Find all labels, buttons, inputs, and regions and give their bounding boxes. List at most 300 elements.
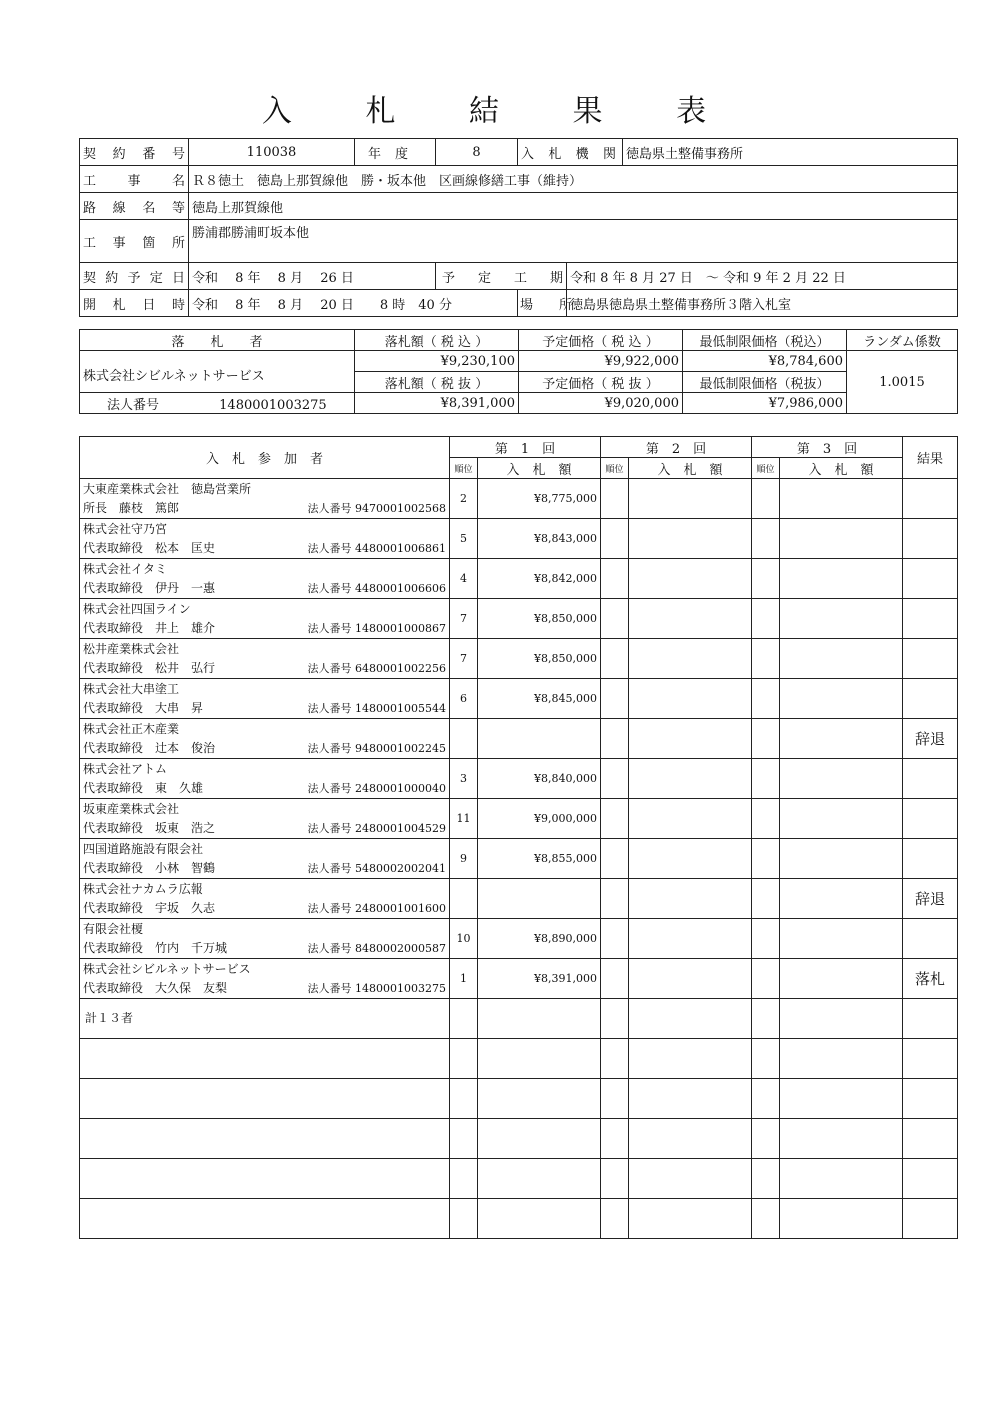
representative: 代表取締役 小林 智鶴	[83, 860, 216, 875]
empty-cell	[629, 1039, 752, 1079]
empty-cell	[601, 639, 629, 679]
corp-value: 5480002002041	[355, 861, 446, 875]
empty-cell	[450, 999, 478, 1039]
empty-cell	[752, 759, 780, 799]
corp-label: 法人番号	[107, 397, 160, 413]
empty-cell	[601, 479, 629, 519]
blank-row	[80, 1119, 958, 1159]
amount-cell: ¥8,855,000	[478, 839, 601, 879]
corp-value: 4480001006861	[355, 541, 446, 555]
participant-cell	[80, 839, 450, 879]
contract-date-label: 契約予定日	[80, 263, 189, 290]
empty-cell	[629, 879, 752, 919]
empty-cell	[752, 1159, 780, 1199]
rank-cell: 9	[450, 839, 478, 879]
fiscal-year-label: 年度	[355, 139, 436, 166]
rank-cell: 1	[450, 959, 478, 999]
table-row	[80, 599, 958, 639]
empty-cell	[780, 959, 903, 999]
participant-cell	[80, 799, 450, 839]
empty-cell	[601, 559, 629, 599]
result-cell: 辞退	[903, 879, 958, 919]
empty-cell	[752, 639, 780, 679]
table-row	[80, 559, 958, 599]
contract-no: 110038	[189, 139, 355, 166]
price-ex: ¥8,391,000	[355, 393, 519, 414]
corp-prefix: 法人番号	[307, 581, 352, 595]
result-label: 結果	[903, 437, 958, 479]
round2-label: 第 2 回	[601, 437, 752, 458]
corp-prefix: 法人番号	[307, 821, 352, 835]
empty-cell	[903, 1079, 958, 1119]
empty-cell	[752, 1039, 780, 1079]
empty-cell	[752, 679, 780, 719]
empty-cell	[752, 719, 780, 759]
amount-cell: ¥8,391,000	[478, 959, 601, 999]
representative: 代表取締役 宇坂 久志	[83, 900, 216, 915]
empty-cell	[478, 1079, 601, 1119]
place: 徳島県徳島県土整備事務所３階入札室	[567, 290, 958, 317]
empty-cell	[780, 559, 903, 599]
min-in-label: 最低制限価格（税込）	[683, 330, 847, 351]
empty-cell	[450, 1039, 478, 1079]
empty-cell	[752, 799, 780, 839]
rank-label: 順位	[450, 458, 478, 479]
result-cell	[903, 559, 958, 599]
work-name-label: 工事名	[80, 166, 189, 193]
table-row	[80, 959, 958, 999]
est-ex-label: 予定価格（ 税 抜 ）	[519, 372, 683, 393]
min-ex: ¥7,986,000	[683, 393, 847, 414]
corp-number	[308, 979, 446, 998]
result-cell	[903, 839, 958, 879]
empty-cell	[629, 599, 752, 639]
empty-cell	[601, 919, 629, 959]
empty-cell	[780, 799, 903, 839]
corp-prefix: 法人番号	[307, 941, 352, 955]
representative: 代表取締役 竹内 千万城	[83, 940, 228, 955]
amount-cell	[478, 719, 601, 759]
corp-number	[308, 619, 446, 638]
rep-line	[83, 979, 446, 998]
blank-row	[80, 1199, 958, 1239]
empty-cell	[780, 479, 903, 519]
corp-prefix: 法人番号	[307, 621, 352, 635]
empty-cell	[601, 599, 629, 639]
corp-number	[308, 699, 446, 718]
amount-cell: ¥8,850,000	[478, 639, 601, 679]
company-name: 四国道路施設有限会社	[83, 841, 204, 856]
price-ex-label: 落札額（ 税 抜 ）	[355, 372, 519, 393]
empty-cell	[903, 999, 958, 1039]
period-label: 予定工期	[436, 263, 567, 290]
corp-value: 4480001006606	[355, 581, 446, 595]
empty-cell	[903, 1119, 958, 1159]
empty-cell	[780, 719, 903, 759]
rep-line	[83, 539, 446, 558]
empty-cell	[478, 999, 601, 1039]
company-name: 株式会社ナカムラ広報	[83, 881, 203, 896]
agency: 徳島県土整備事務所	[623, 139, 958, 166]
corp-value: 9470001002568	[355, 501, 446, 515]
empty-cell	[629, 479, 752, 519]
empty-cell	[601, 799, 629, 839]
company-name: 株式会社正木産業	[83, 721, 180, 736]
company-name: 株式会社守乃宮	[83, 521, 168, 536]
corp-prefix: 法人番号	[307, 541, 352, 555]
work-name: Ｒ８徳土 徳島上那賀線他 勝・坂本他 区画線修繕工事（維持）	[189, 166, 958, 193]
rep-line	[83, 619, 446, 638]
empty-cell	[780, 1199, 903, 1239]
representative: 代表取締役 井上 雄介	[83, 620, 216, 635]
table-row	[80, 519, 958, 559]
empty-cell	[752, 839, 780, 879]
empty-cell	[629, 839, 752, 879]
rank-label: 順位	[752, 458, 780, 479]
corp-number	[308, 739, 446, 758]
rank-label: 順位	[601, 458, 629, 479]
empty-cell	[601, 1039, 629, 1079]
representative: 代表取締役 松井 弘行	[83, 660, 216, 675]
table-row	[80, 879, 958, 919]
result-cell	[903, 679, 958, 719]
empty-cell	[780, 839, 903, 879]
result-cell	[903, 759, 958, 799]
corp-value: 1480001005544	[355, 701, 446, 715]
route: 徳島上那賀線他	[189, 193, 958, 220]
contract-no-label: 契約番号	[80, 139, 189, 166]
rank-cell: 5	[450, 519, 478, 559]
empty-cell	[780, 599, 903, 639]
corp-number	[308, 659, 446, 678]
representative: 代表取締役 東 久雄	[83, 780, 204, 795]
empty-cell	[752, 879, 780, 919]
empty-cell	[780, 999, 903, 1039]
blank-row	[80, 1079, 958, 1119]
empty-cell	[752, 1199, 780, 1239]
corp-number	[308, 819, 446, 838]
company-name: 株式会社四国ライン	[83, 601, 191, 616]
representative: 代表取締役 大久保 友梨	[83, 980, 228, 995]
empty-cell	[903, 1159, 958, 1199]
corp-no: 1480001003275	[219, 397, 327, 413]
winner-name: 株式会社シビルネットサービス	[80, 351, 355, 393]
price-in-label: 落札額（ 税 込 ）	[355, 330, 519, 351]
rank-cell: 3	[450, 759, 478, 799]
corp-number	[308, 899, 446, 918]
result-cell	[903, 599, 958, 639]
amount-label: 入 札 額	[478, 458, 601, 479]
amount-cell: ¥8,890,000	[478, 919, 601, 959]
table-row	[80, 639, 958, 679]
amount-cell: ¥8,775,000	[478, 479, 601, 519]
empty-cell	[752, 599, 780, 639]
empty-cell	[478, 1199, 601, 1239]
winner-corp	[80, 393, 355, 414]
company-name: 株式会社シビルネットサービス	[83, 961, 251, 976]
rank-cell: 11	[450, 799, 478, 839]
representative: 代表取締役 松本 匡史	[83, 540, 216, 555]
empty-cell	[903, 1039, 958, 1079]
participant-cell	[80, 599, 450, 639]
empty-cell	[629, 719, 752, 759]
empty-cell	[629, 759, 752, 799]
rank-cell	[450, 879, 478, 919]
empty-cell	[752, 519, 780, 559]
fiscal-year: 8	[436, 139, 518, 166]
representative: 代表取締役 辻本 俊治	[83, 740, 216, 755]
participant-cell	[80, 639, 450, 679]
empty-cell	[629, 1119, 752, 1159]
empty-cell	[780, 1119, 903, 1159]
est-in-label: 予定価格（ 税 込 ）	[519, 330, 683, 351]
participant-cell	[80, 559, 450, 599]
participant-cell	[80, 1079, 450, 1119]
est-in: ¥9,922,000	[519, 351, 683, 372]
table-row	[80, 759, 958, 799]
amount-cell: ¥8,842,000	[478, 559, 601, 599]
rank-cell: 7	[450, 639, 478, 679]
rep-line	[83, 819, 446, 838]
corp-value: 2480001004529	[355, 821, 446, 835]
corp-value: 2480001001600	[355, 901, 446, 915]
company-name: 大東産業株式会社 徳島営業所	[83, 481, 252, 496]
table-row	[80, 719, 958, 759]
participant-cell	[80, 919, 450, 959]
agency-label: 入札機関	[518, 139, 623, 166]
empty-cell	[752, 919, 780, 959]
table-row	[80, 679, 958, 719]
empty-cell	[752, 479, 780, 519]
participant-cell	[80, 1039, 450, 1079]
empty-cell	[629, 959, 752, 999]
rep-line	[83, 939, 446, 958]
empty-cell	[601, 719, 629, 759]
rank-cell: 2	[450, 479, 478, 519]
est-ex: ¥9,020,000	[519, 393, 683, 414]
empty-cell	[780, 1079, 903, 1119]
company-name: 株式会社大串塗工	[83, 681, 180, 696]
rep-line	[83, 659, 446, 678]
bids-table	[79, 436, 958, 1239]
representative: 代表取締役 伊丹 一惠	[83, 580, 216, 595]
result-cell	[903, 919, 958, 959]
place-label: 場 所	[518, 290, 567, 317]
empty-cell	[629, 1159, 752, 1199]
corp-value: 9480001002245	[355, 741, 446, 755]
corp-prefix: 法人番号	[307, 901, 352, 915]
representative: 代表取締役 坂東 浩之	[83, 820, 216, 835]
rep-line	[83, 499, 446, 518]
empty-cell	[450, 1159, 478, 1199]
result-cell	[903, 519, 958, 559]
result-cell	[903, 799, 958, 839]
empty-cell	[629, 519, 752, 559]
empty-cell	[752, 559, 780, 599]
rep-line	[83, 579, 446, 598]
corp-number	[308, 579, 446, 598]
empty-cell	[780, 759, 903, 799]
empty-cell	[601, 1199, 629, 1239]
table-row	[80, 919, 958, 959]
blank-row	[80, 1039, 958, 1079]
corp-prefix: 法人番号	[307, 701, 352, 715]
random-coefficient: 1.0015	[847, 351, 958, 414]
participant-cell	[80, 1119, 450, 1159]
amount-cell	[478, 879, 601, 919]
amount-label: 入 札 額	[629, 458, 752, 479]
empty-cell	[629, 799, 752, 839]
opening: 令和 8 年 8 月 20 日 8 時 40 分	[189, 290, 518, 317]
empty-cell	[780, 919, 903, 959]
participant-cell	[80, 999, 450, 1039]
min-ex-label: 最低制限価格（税抜）	[683, 372, 847, 393]
rank-cell: 7	[450, 599, 478, 639]
result-cell: 辞退	[903, 719, 958, 759]
participant-cell	[80, 719, 450, 759]
participant-cell	[80, 879, 450, 919]
price-in: ¥9,230,100	[355, 351, 519, 372]
rep-line	[83, 739, 446, 758]
representative: 代表取締役 大串 昇	[83, 700, 204, 715]
empty-cell	[780, 1159, 903, 1199]
participant-cell	[80, 519, 450, 559]
blank-row	[80, 1159, 958, 1199]
empty-cell	[601, 1119, 629, 1159]
corp-prefix: 法人番号	[307, 861, 352, 875]
representative: 所長 藤枝 篤郎	[83, 500, 180, 515]
company-name: 松井産業株式会社	[83, 641, 180, 656]
empty-cell	[601, 839, 629, 879]
location-label: 工事箇所	[80, 220, 189, 263]
empty-cell	[629, 1199, 752, 1239]
round1-label: 第 1 回	[450, 437, 601, 458]
participant-cell	[80, 1159, 450, 1199]
random-label: ランダム係数	[847, 330, 958, 351]
corp-value: 1480001000867	[355, 621, 446, 635]
empty-cell	[780, 639, 903, 679]
corp-value: 8480002000587	[355, 941, 446, 955]
empty-cell	[780, 879, 903, 919]
empty-cell	[478, 1119, 601, 1159]
rank-cell: 4	[450, 559, 478, 599]
empty-cell	[601, 1159, 629, 1199]
empty-cell	[903, 1199, 958, 1239]
award-table	[79, 329, 958, 414]
empty-cell	[601, 759, 629, 799]
empty-cell	[752, 1119, 780, 1159]
amount-label: 入 札 額	[780, 458, 903, 479]
empty-cell	[478, 1159, 601, 1199]
participants-label: 入 札 参 加 者	[80, 437, 450, 479]
company-name: 坂東産業株式会社	[83, 801, 180, 816]
table-row	[80, 479, 958, 519]
company-name: 株式会社イタミ	[83, 561, 168, 576]
amount-cell: ¥8,845,000	[478, 679, 601, 719]
empty-cell	[601, 959, 629, 999]
total-count: 計１３者	[85, 1011, 134, 1025]
empty-cell	[752, 1079, 780, 1119]
corp-value: 6480001002256	[355, 661, 446, 675]
winner-label: 落 札 者	[80, 330, 355, 351]
contract-info-table	[79, 138, 958, 317]
location: 勝浦郡勝浦町坂本他	[189, 220, 958, 263]
participant-cell	[80, 959, 450, 999]
rep-line	[83, 899, 446, 918]
corp-prefix: 法人番号	[307, 781, 352, 795]
rank-cell	[450, 719, 478, 759]
min-in: ¥8,784,600	[683, 351, 847, 372]
empty-cell	[450, 1119, 478, 1159]
result-cell	[903, 479, 958, 519]
result-cell	[903, 639, 958, 679]
empty-cell	[450, 1199, 478, 1239]
corp-value: 1480001003275	[355, 981, 446, 995]
empty-cell	[601, 879, 629, 919]
result-cell: 落札	[903, 959, 958, 999]
empty-cell	[752, 959, 780, 999]
empty-cell	[629, 999, 752, 1039]
company-name: 有限会社榎	[83, 921, 144, 936]
corp-prefix: 法人番号	[307, 661, 352, 675]
empty-cell	[601, 1079, 629, 1119]
corp-prefix: 法人番号	[307, 981, 352, 995]
corp-value: 2480001000040	[355, 781, 446, 795]
empty-cell	[601, 999, 629, 1039]
empty-cell	[780, 679, 903, 719]
period: 令和 8 年 8 月 27 日 ～ 令和 9 年 2 月 22 日	[567, 263, 958, 290]
rank-cell: 6	[450, 679, 478, 719]
opening-label: 開札日時	[80, 290, 189, 317]
empty-cell	[629, 679, 752, 719]
amount-cell: ¥8,840,000	[478, 759, 601, 799]
participant-cell	[80, 1199, 450, 1239]
amount-cell: ¥8,843,000	[478, 519, 601, 559]
blank-row	[80, 999, 958, 1039]
amount-cell: ¥9,000,000	[478, 799, 601, 839]
empty-cell	[629, 639, 752, 679]
round3-label: 第 3 回	[752, 437, 903, 458]
empty-cell	[752, 999, 780, 1039]
empty-cell	[629, 919, 752, 959]
empty-cell	[629, 559, 752, 599]
empty-cell	[450, 1079, 478, 1119]
table-row	[80, 799, 958, 839]
participant-cell	[80, 759, 450, 799]
participant-cell	[80, 479, 450, 519]
table-row	[80, 839, 958, 879]
empty-cell	[601, 519, 629, 559]
rep-line	[83, 859, 446, 878]
participant-cell	[80, 679, 450, 719]
contract-date: 令和 8 年 8 月 26 日	[189, 263, 436, 290]
empty-cell	[780, 519, 903, 559]
corp-prefix: 法人番号	[307, 741, 352, 755]
corp-number	[308, 499, 446, 518]
empty-cell	[601, 679, 629, 719]
corp-number	[308, 859, 446, 878]
corp-number	[308, 779, 446, 798]
rank-cell: 10	[450, 919, 478, 959]
empty-cell	[629, 1079, 752, 1119]
company-name: 株式会社アトム	[83, 761, 168, 776]
empty-cell	[478, 1039, 601, 1079]
rep-line	[83, 779, 446, 798]
corp-number	[308, 539, 446, 558]
corp-prefix: 法人番号	[307, 501, 352, 515]
corp-number	[308, 939, 446, 958]
page-title: 入 札 結 果 表	[261, 94, 739, 129]
